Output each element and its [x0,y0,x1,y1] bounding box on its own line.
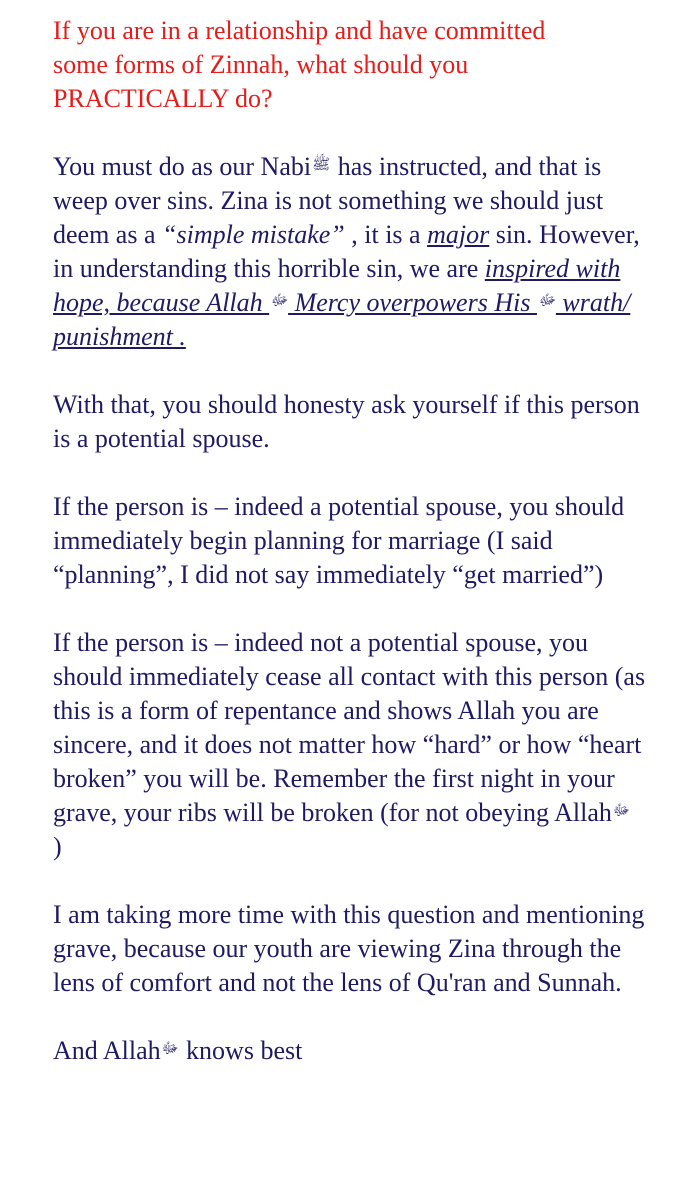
honorific-glyph: ﷻ [270,293,288,309]
text-segment: knows best [179,1036,303,1065]
paragraph-instruction [53,150,653,354]
honorific-glyph: ﷺ [312,157,331,173]
paragraph-grave: I am taking more time with this question and mentioning grave, because our youth are viewing Zina through the lens of comfort and not the lens of Qu'ran and Sunnah. [53,900,645,997]
text-segment: If the person is – indeed not a potential spouse, you should immediately cease all contact with this person (as this is a form of repentance and shows Allah you are sincere, and it does not matter how “hard” or how “heart broken” you will be. Remember the first night in your grave, your ribs will be broken (for not obeying Allah [53,628,646,827]
question-line-1: If you are in a relationship and have committed [53,16,546,45]
emphasis-hope-mercy: inspired with hope, because Allah ﷻ Mercy overpowers His ﷻ wrath/ punishment . [53,254,631,351]
paragraph-not-potential-spouse [53,626,653,864]
text-segment: , it is a [344,220,428,249]
honorific-glyph: ﷻ [612,803,630,819]
emphasis-major: major [427,220,490,249]
paragraph-potential-spouse: If the person is – indeed a potential spouse, you should immediately begin planning for marriage (I said “planning”, I did not say immediately “get married”) [53,492,625,589]
honorific-glyph: ﷻ [537,293,555,309]
emphasis-simple-mistake: “simple mistake” [162,220,345,249]
question-line-2: some forms of Zinnah, what should you [53,50,469,79]
document-body [53,14,653,1102]
text-segment: sin. However, in understanding this horrible sin, we are [53,220,640,283]
paragraph-ask-yourself: With that, you should honesty ask yourself if this person is a potential spouse. [53,390,640,453]
closing-line [53,1034,653,1068]
question-line-3: PRACTICALLY do? [53,84,273,113]
honorific-glyph: ﷻ [161,1041,179,1057]
text-segment: And Allah [53,1036,161,1065]
text-segment: You must do as our Nabi [53,152,312,181]
question-heading [53,14,653,116]
text-segment: ) [53,832,62,861]
text-segment: has instructed, and that is weep over sins. Zina is not something we should just deem as a [53,152,604,249]
